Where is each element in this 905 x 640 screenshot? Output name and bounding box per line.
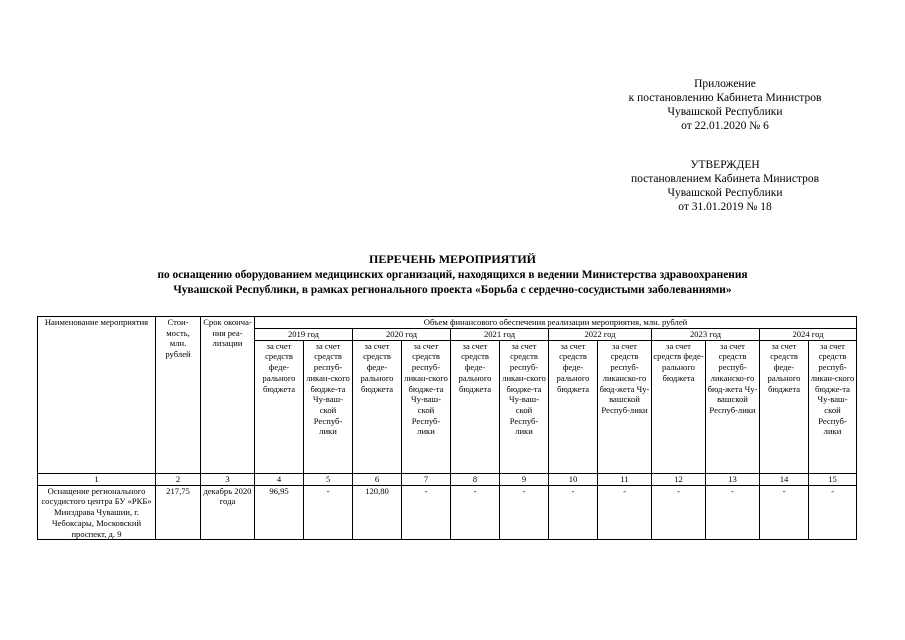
value-2021-republic: - [500, 485, 549, 540]
header-federal: за счет средств феде-рального бюджета [353, 340, 402, 473]
column-number: 11 [598, 473, 652, 485]
appendix-line: к постановлению Кабинета Министров [628, 92, 822, 104]
value-2024-federal: - [760, 485, 809, 540]
document-title: ПЕРЕЧЕНЬ МЕРОПРИЯТИЙ [368, 252, 536, 266]
subtitle-line: Чувашской Республики, в рамках регионального проекта «Борьба с сердечно-сосудистыми заболеваниями» [173, 283, 732, 296]
approved-block [560, 158, 890, 214]
column-number: 12 [652, 473, 706, 485]
item-cost: 217,75 [156, 485, 201, 540]
value-2022-republic: - [598, 485, 652, 540]
column-number: 7 [402, 473, 451, 485]
header-republic: за счет средств респуб-ликанско-го бюд-жета Чу-вашской Респуб-лики [598, 340, 652, 473]
value-2023-republic: - [706, 485, 760, 540]
column-number: 14 [760, 473, 809, 485]
value-2020-republic: - [402, 485, 451, 540]
header-cost: Стои-мость, млн. рублей [156, 317, 201, 474]
subtitle-line: по оснащению оборудованием медицинских организаций, находящихся в ведении Министерства здравоохранения [157, 269, 748, 281]
header-year: 2022 год [549, 328, 652, 340]
approved-line: постановлением Кабинета Министров [630, 173, 820, 185]
approved-line: УТВЕРЖДЕН [690, 159, 760, 171]
value-2021-federal: - [451, 485, 500, 540]
appendix-line: Приложение [694, 78, 756, 90]
header-republic: за счет средств респуб-ликан-ского бюдже-та Чу-ваш-ской Респуб-лики [402, 340, 451, 473]
column-number: 6 [353, 473, 402, 485]
header-year: 2023 год [652, 328, 760, 340]
column-number: 13 [706, 473, 760, 485]
header-federal: за счет средств феде-рального бюджета [549, 340, 598, 473]
appendix-block [560, 77, 890, 133]
column-number-row [38, 473, 857, 485]
item-name: Оснащение регионального сосудистого центра БУ «РКБ» Минздрава Чувашии, г. Чебоксары, Московский проспект, д. 9 [38, 485, 156, 540]
column-number: 3 [201, 473, 255, 485]
appendix-line: от 22.01.2020 № 6 [681, 120, 769, 132]
header-federal: за счет средств феде-рального бюджета [652, 340, 706, 473]
header-federal: за счет средств феде-рального бюджета [760, 340, 809, 473]
column-number: 8 [451, 473, 500, 485]
value-2020-federal: 120,80 [353, 485, 402, 540]
column-number: 15 [809, 473, 857, 485]
header-deadline: Срок оконча-ния реа-лизации [201, 317, 255, 474]
value-2024-republic: - [809, 485, 857, 540]
header-federal: за счет средств феде-рального бюджета [451, 340, 500, 473]
header-republic: за счет средств респуб-ликан-ского бюдже-та Чу-ваш-ской Респуб-лики [304, 340, 353, 473]
approved-line: от 31.01.2019 № 18 [678, 201, 772, 213]
header-federal: за счет средств феде-рального бюджета [255, 340, 304, 473]
column-number: 4 [255, 473, 304, 485]
header-year: 2021 год [451, 328, 549, 340]
column-number: 9 [500, 473, 549, 485]
column-number: 2 [156, 473, 201, 485]
value-2023-federal: - [652, 485, 706, 540]
header-republic: за счет средств респуб-ликанско-го бюд-жета Чу-вашской Респуб-лики [706, 340, 760, 473]
table-row [38, 485, 857, 540]
header-year: 2020 год [353, 328, 451, 340]
value-2019-republic: - [304, 485, 353, 540]
column-number: 1 [38, 473, 156, 485]
header-year: 2019 год [255, 328, 353, 340]
value-2022-federal: - [549, 485, 598, 540]
appendix-line: Чувашской Республики [667, 106, 783, 118]
approved-line: Чувашской Республики [667, 187, 783, 199]
header-funding: Объем финансового обеспечения реализации мероприятия, млн. рублей [255, 317, 857, 329]
header-year: 2024 год [760, 328, 857, 340]
document-subtitle [40, 268, 865, 297]
header-republic: за счет средств респуб-ликан-ского бюдже-та Чу-ваш-ской Респуб-лики [809, 340, 857, 473]
activities-table [37, 316, 857, 540]
header-republic: за счет средств респуб-ликан-ского бюдже-та Чу-ваш-ской Респуб-лики [500, 340, 549, 473]
value-2019-federal: 96,95 [255, 485, 304, 540]
header-name: Наименование мероприятия [38, 317, 156, 474]
item-deadline: декабрь 2020 года [201, 485, 255, 540]
column-number: 10 [549, 473, 598, 485]
column-number: 5 [304, 473, 353, 485]
